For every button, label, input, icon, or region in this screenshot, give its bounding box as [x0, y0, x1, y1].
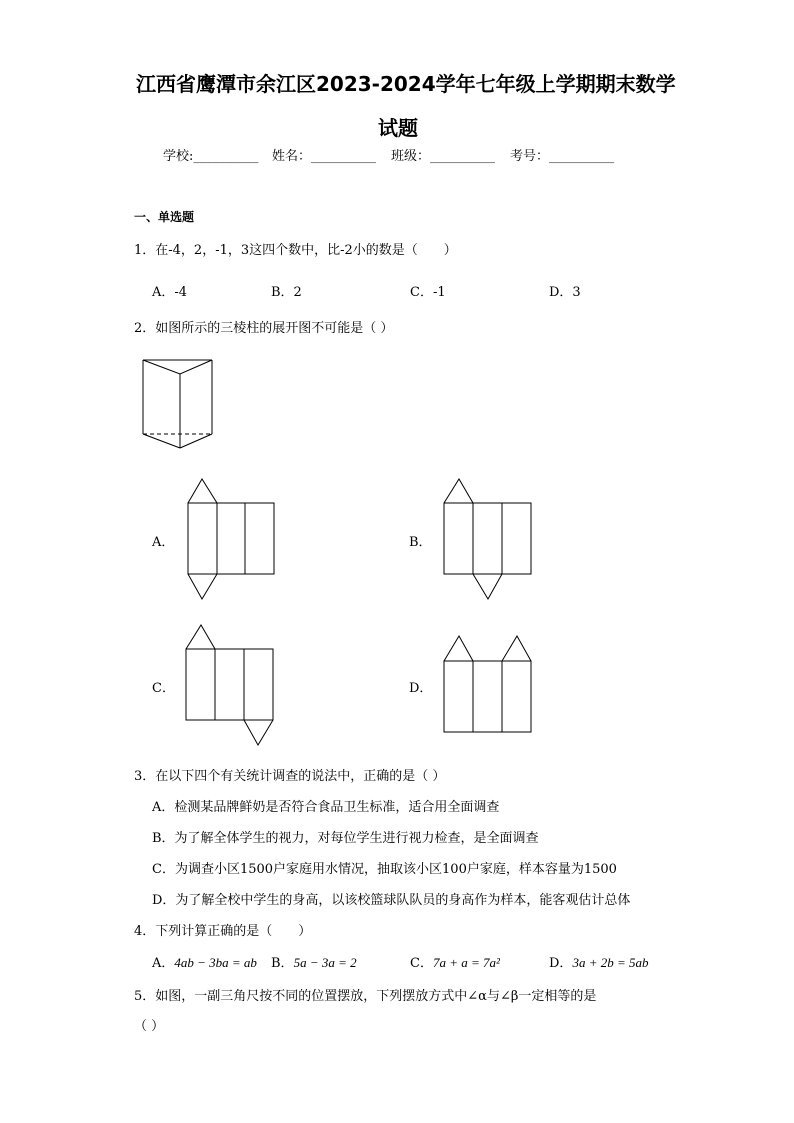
q1-option-a: A．-4: [152, 285, 188, 300]
q1-option-c: C．-1: [410, 285, 446, 300]
q2-stem: 2．如图所示的三棱柱的展开图不可能是（ ）: [134, 321, 394, 336]
exam-number-label: 考号：: [510, 149, 550, 164]
q4-option-b: [271, 952, 357, 971]
q3-option-c: C．为调查小区1500户家庭用水情况，抽取该小区100户家庭，样本容量为1500: [152, 862, 617, 877]
q2-option-c-label: C．: [152, 681, 175, 696]
q1-stem: 1．在-4，2，-1，3这四个数中，比-2小的数是（ ）: [134, 243, 457, 258]
q4-formula-c: 7a + a = 7a²: [432, 955, 500, 970]
name-label: 姓名：: [272, 149, 312, 164]
q3-option-d: D．为了解全校中学生的身高，以该校篮球队队员的身高作为样本，能客观估计总体: [152, 893, 631, 908]
q4-option-a-label: A．: [152, 956, 175, 971]
q1-option-b: B．2: [271, 285, 302, 300]
title-line-1: 江西省鹰潭市余江区2023-2024学年七年级上学期期末数学: [136, 72, 676, 96]
name-blank: __________: [311, 149, 377, 164]
q3-option-b: B．为了解全体学生的视力，对每位学生进行视力检查，是全面调查: [152, 831, 539, 846]
q4-option-c: [410, 952, 500, 971]
q2-option-d-label: D．: [409, 681, 433, 696]
q4-option-a: [152, 952, 257, 971]
class-blank: __________: [430, 149, 496, 164]
q3-option-a: A．检测某品牌鲜奶是否符合食品卫生标准，适合用全面调查: [152, 800, 500, 815]
q4-option-b-label: B．: [271, 956, 294, 971]
q4-formula-d: 3a + 2b = 5ab: [572, 955, 649, 970]
q1-option-d: D．3: [549, 285, 581, 300]
title-line-2: 试题: [378, 116, 418, 140]
exam-number-blank: __________: [549, 149, 615, 164]
q4-formula-b: 5a − 3a = 2: [293, 955, 357, 970]
school-label: 学校:: [163, 149, 194, 164]
school-blank: __________: [193, 149, 259, 164]
q4-option-d: [549, 952, 648, 971]
q4-stem: 4．下列计算正确的是（ ）: [134, 924, 312, 939]
q5-answer-bracket: （ ）: [134, 1019, 165, 1034]
q2-option-a-label: A．: [152, 535, 175, 550]
q4-option-d-label: D．: [549, 956, 573, 971]
q4-option-c-label: C．: [410, 956, 433, 971]
q2-option-b-label: B．: [409, 535, 432, 550]
section-heading: 一、单选题: [134, 210, 195, 224]
q4-formula-a: 4ab − 3ba = ab: [174, 955, 257, 970]
class-label: 班级：: [391, 149, 431, 164]
q5-stem: 5．如图，一副三角尺按不同的位置摆放，下列摆放方式中∠α与∠β一定相等的是: [134, 989, 597, 1004]
q3-stem: 3．在以下四个有关统计调查的说法中，正确的是（ ）: [134, 769, 446, 784]
